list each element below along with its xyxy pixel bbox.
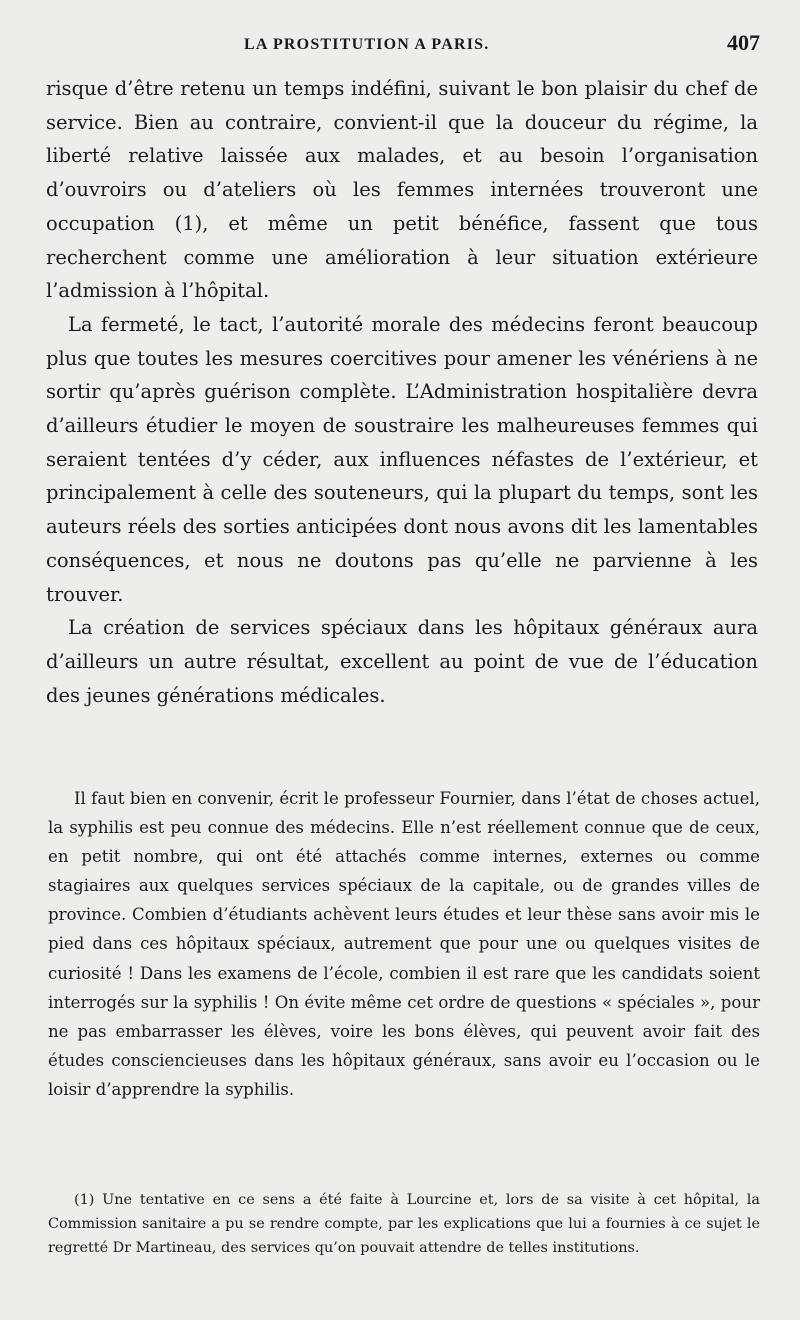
paragraph-continuation: risque d’être retenu un temps indéfini, suivant le bon plaisir du chef de service. Bien au contraire, convient-il que la douceur du régime, la liberté relative laissée aux malades, et au besoin l’organisation d’ouvroirs ou d’ateliers où les femmes internées trouveront une occupation (1), et même un petit bénéfice, fassent que tous recherchent comme une amélioration à leur situation extérieure l’admission à l’hôpital. [46,77,758,303]
page-number: 407 [727,30,760,55]
main-text [46,72,758,712]
footnote: (1) Une tentative en ce sens a été faite à Lourcine et, lors de sa visite à cet hôpital, la Commission sanitaire a pu se rendre compte, par les explications que lui a fournies à ce sujet le regretté Dr Martineau, des services qu’on pouvait attendre de telles institutions. [48,1192,760,1257]
quotation-fournier: Il faut bien en convenir, écrit le professeur Fournier, dans l’état de choses actuel, la syphilis est peu connue des médecins. Elle n’est réellement connue que de ceux, en petit nombre, qui ont été attachés comme internes, externes ou comme stagiaires aux quelques services spéciaux de la capitale, ou de grandes villes de province. Combien d’étudiants achèvent leurs études et leur thèse sans avoir mis le pied dans ces hôpitaux spéciaux, autrement que pour une ou quelques visites de curiosité ! Dans les examens de l’école, combien il est rare que les candidats soient interrogés sur la syphilis ! On évite même cet ordre de questions « spéciales », pour ne pas embarrasser les élèves, voire les bons élèves, qui peuvent avoir fait des études consciencieuses dans les hôpitaux généraux, sans avoir eu l’occasion ou le loisir d’apprendre la syphilis. [48,789,760,1099]
running-title: LA PROSTITUTION A PARIS. [244,36,490,53]
running-head [44,30,760,60]
paragraph-special-services: La création de services spéciaux dans les hôpitaux généraux aura d’ailleurs un autre résultat, excellent au point de vue de l’éducation des jeunes générations médicales. [46,616,758,707]
paragraph-physicians: La fermeté, le tact, l’autorité morale des médecins feront beaucoup plus que toutes les mesures coercitives pour amener les vénériens à ne sortir qu’après guérison complète. L’Administration hospitalière devra d’ailleurs étudier le moyen de soustraire les malheureuses femmes qui seraient tentées d’y céder, aux influences néfastes de l’extérieur, et principalement à celle des souteneurs, qui la plupart du temps, sont les auteurs réels des sorties anticipées dont nous avons dit les lamentables conséquences, et nous ne doutons pas qu’elle ne parvienne à les trouver. [46,312,758,606]
